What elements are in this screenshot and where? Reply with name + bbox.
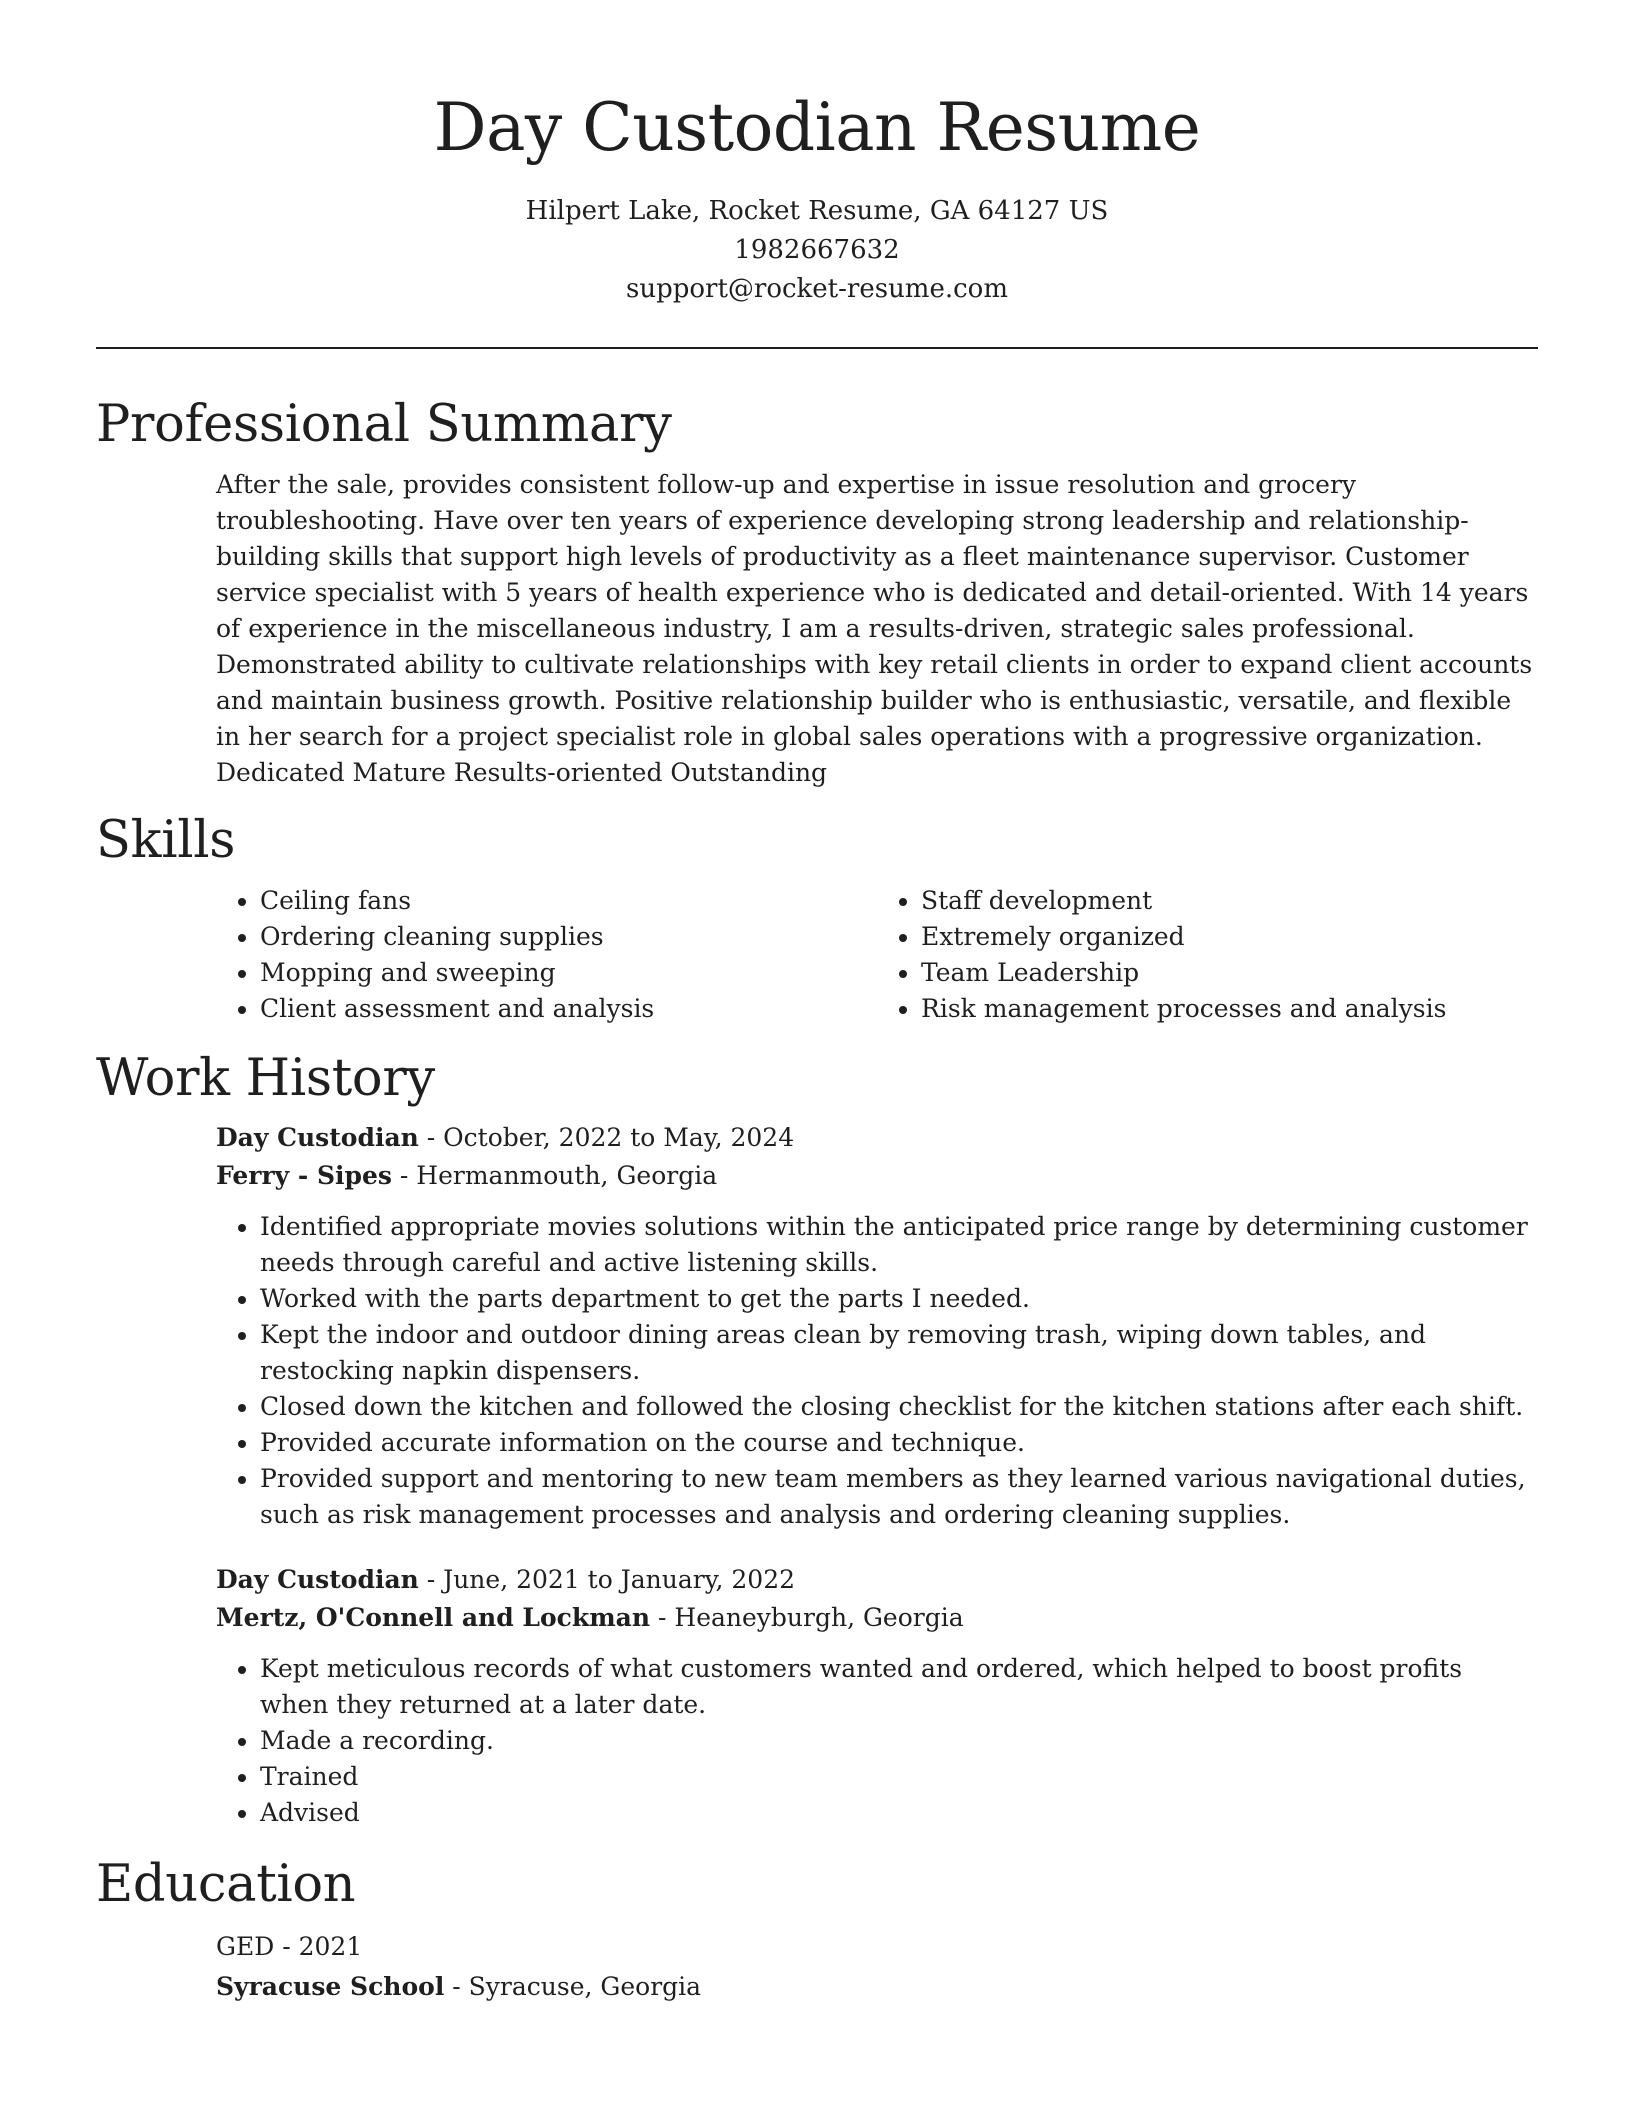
job-company: Ferry - Sipes	[216, 1161, 392, 1190]
job-dates: - June, 2021 to January, 2022	[418, 1565, 796, 1594]
header-divider	[96, 347, 1538, 349]
job-bullet: • Made a recording.	[260, 1723, 1538, 1759]
degree-line	[216, 1927, 1538, 1967]
skills-list-left	[216, 883, 877, 1027]
resume-title: Day Custodian Resume	[433, 89, 1201, 166]
job-bullet: • Closed down the kitchen and followed the closing checklist for the kitchen stations after each shift.	[260, 1389, 1538, 1425]
phone: 1982667632	[734, 235, 900, 265]
job-dates: - October, 2022 to May, 2024	[418, 1123, 795, 1152]
skill-item: • Client assessment and analysis	[260, 991, 877, 1027]
job-bullet: • Kept meticulous records of what customers wanted and ordered, which helped to boost profits when they returned at a later date.	[260, 1651, 1538, 1723]
summary-heading: Professional Summary	[96, 395, 672, 454]
job-bullet: • Advised	[260, 1795, 1538, 1831]
job-bullet: • Worked with the parts department to get the parts I needed.	[260, 1281, 1538, 1317]
resume-header	[96, 0, 1538, 309]
skill-item: • Extremely organized	[921, 919, 1538, 955]
job-title: Day Custodian	[216, 1123, 419, 1152]
job-bullet: • Provided accurate information on the course and technique.	[260, 1425, 1538, 1461]
skill-item: • Staff development	[921, 883, 1538, 919]
work-history-heading: Work History	[96, 1049, 435, 1108]
job-bullets	[216, 1209, 1538, 1533]
degree: GED	[216, 1932, 275, 1961]
school-name: Syracuse School	[216, 1972, 445, 2001]
job-org-line	[216, 1599, 1538, 1637]
job-location: - Heaneyburgh, Georgia	[650, 1603, 964, 1632]
skills-grid	[216, 883, 1538, 1027]
email: support@rocket-resume.com	[625, 274, 1008, 304]
job-title: Day Custodian	[216, 1565, 419, 1594]
job-org-line	[216, 1157, 1538, 1195]
job-bullets	[216, 1651, 1538, 1831]
job-location: - Hermanmouth, Georgia	[391, 1161, 718, 1190]
summary-section	[96, 393, 1538, 791]
address: Hilpert Lake, Rocket Resume, GA 64127 US	[525, 196, 1109, 226]
graduation-year: - 2021	[274, 1932, 363, 1961]
job-bullet: • Trained	[260, 1759, 1538, 1795]
skills-heading: Skills	[96, 811, 236, 870]
summary-text: After the sale, provides consistent follow-up and expertise in issue resolution and grocery troubleshooting. Have over ten years of experience developing strong leadership and relationship-building skills that support high levels of productivity as a fleet maintenance supervisor. Customer service specialist with 5 years of health experience who is dedicated and detail-oriented. With 14 years of experience in the miscellaneous industry, I am a results-driven, strategic sales professional. Demonstrated ability to cultivate relationships with key retail clients in order to expand client accounts and maintain business growth. Positive relationship builder who is enthusiastic, versatile, and flexible in her search for a project specialist role in global sales operations with a progressive organization. Dedicated Mature Results-oriented Outstanding	[216, 470, 1533, 787]
school-location: - Syracuse, Georgia	[444, 1972, 702, 2001]
education-heading: Education	[96, 1855, 356, 1914]
school-line	[216, 1967, 1538, 2007]
skill-item: • Risk management processes and analysis	[921, 991, 1538, 1027]
job-bullet: • Provided support and mentoring to new team members as they learned various navigational duties, such as risk management processes and analysis and ordering cleaning supplies.	[260, 1461, 1538, 1533]
job-bullet: • Kept the indoor and outdoor dining areas clean by removing trash, wiping down tables, and restocking napkin dispensers.	[260, 1317, 1538, 1389]
contact-info	[96, 192, 1538, 309]
resume-page	[96, 0, 1538, 2112]
education-section	[96, 1853, 1538, 2007]
job-entry	[216, 1561, 1538, 1831]
job-title-line	[216, 1119, 1538, 1157]
work-history-section	[96, 1047, 1538, 1831]
skill-item: • Ordering cleaning supplies	[260, 919, 877, 955]
skills-list-right	[877, 883, 1538, 1027]
job-bullet: • Identified appropriate movies solutions within the anticipated price range by determining customer needs through careful and active listening skills.	[260, 1209, 1538, 1281]
skill-item: • Ceiling fans	[260, 883, 877, 919]
job-entry	[216, 1119, 1538, 1533]
skills-section	[96, 809, 1538, 1027]
job-title-line	[216, 1561, 1538, 1599]
education-entry	[216, 1927, 1538, 2007]
job-company: Mertz, O'Connell and Lockman	[216, 1603, 651, 1632]
skill-item: • Mopping and sweeping	[260, 955, 877, 991]
skill-item: • Team Leadership	[921, 955, 1538, 991]
